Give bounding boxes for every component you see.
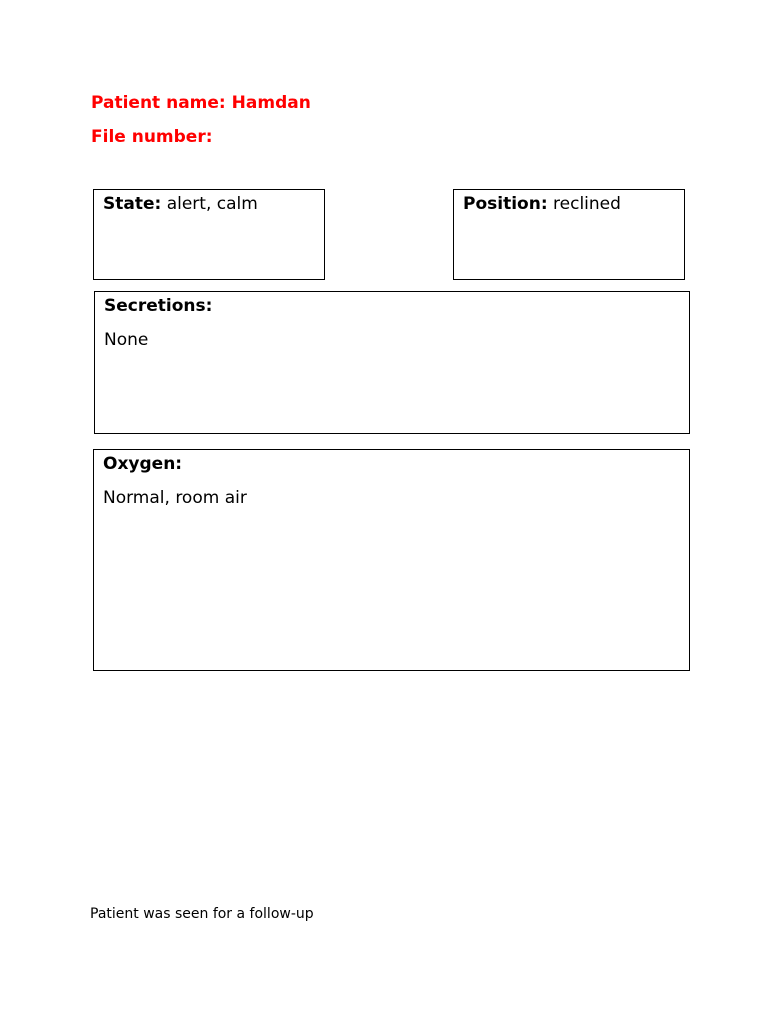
state-heading [103,194,258,214]
secretions-value: None [104,330,149,350]
oxygen-box [93,449,690,671]
oxygen-heading [103,454,182,474]
position-heading [463,194,621,214]
patient-name-value: Hamdan [231,93,311,113]
secretions-label: Secretions: [104,296,213,316]
file-number-label: File number: [91,127,213,147]
secretions-box [94,291,690,434]
position-box [453,189,685,280]
position-label: Position: [463,194,548,214]
secretions-heading [104,296,212,316]
oxygen-value: Normal, room air [103,488,247,508]
file-number-line [91,127,213,147]
oxygen-label: Oxygen: [103,454,183,474]
position-value: reclined [553,194,621,214]
patient-name-label: Patient name: [91,93,226,113]
state-label: State: [103,194,162,214]
state-box [93,189,325,280]
patient-name-line [91,93,311,113]
footer-note: Patient was seen for a follow-up [90,906,314,922]
state-value: alert, calm [166,194,258,214]
